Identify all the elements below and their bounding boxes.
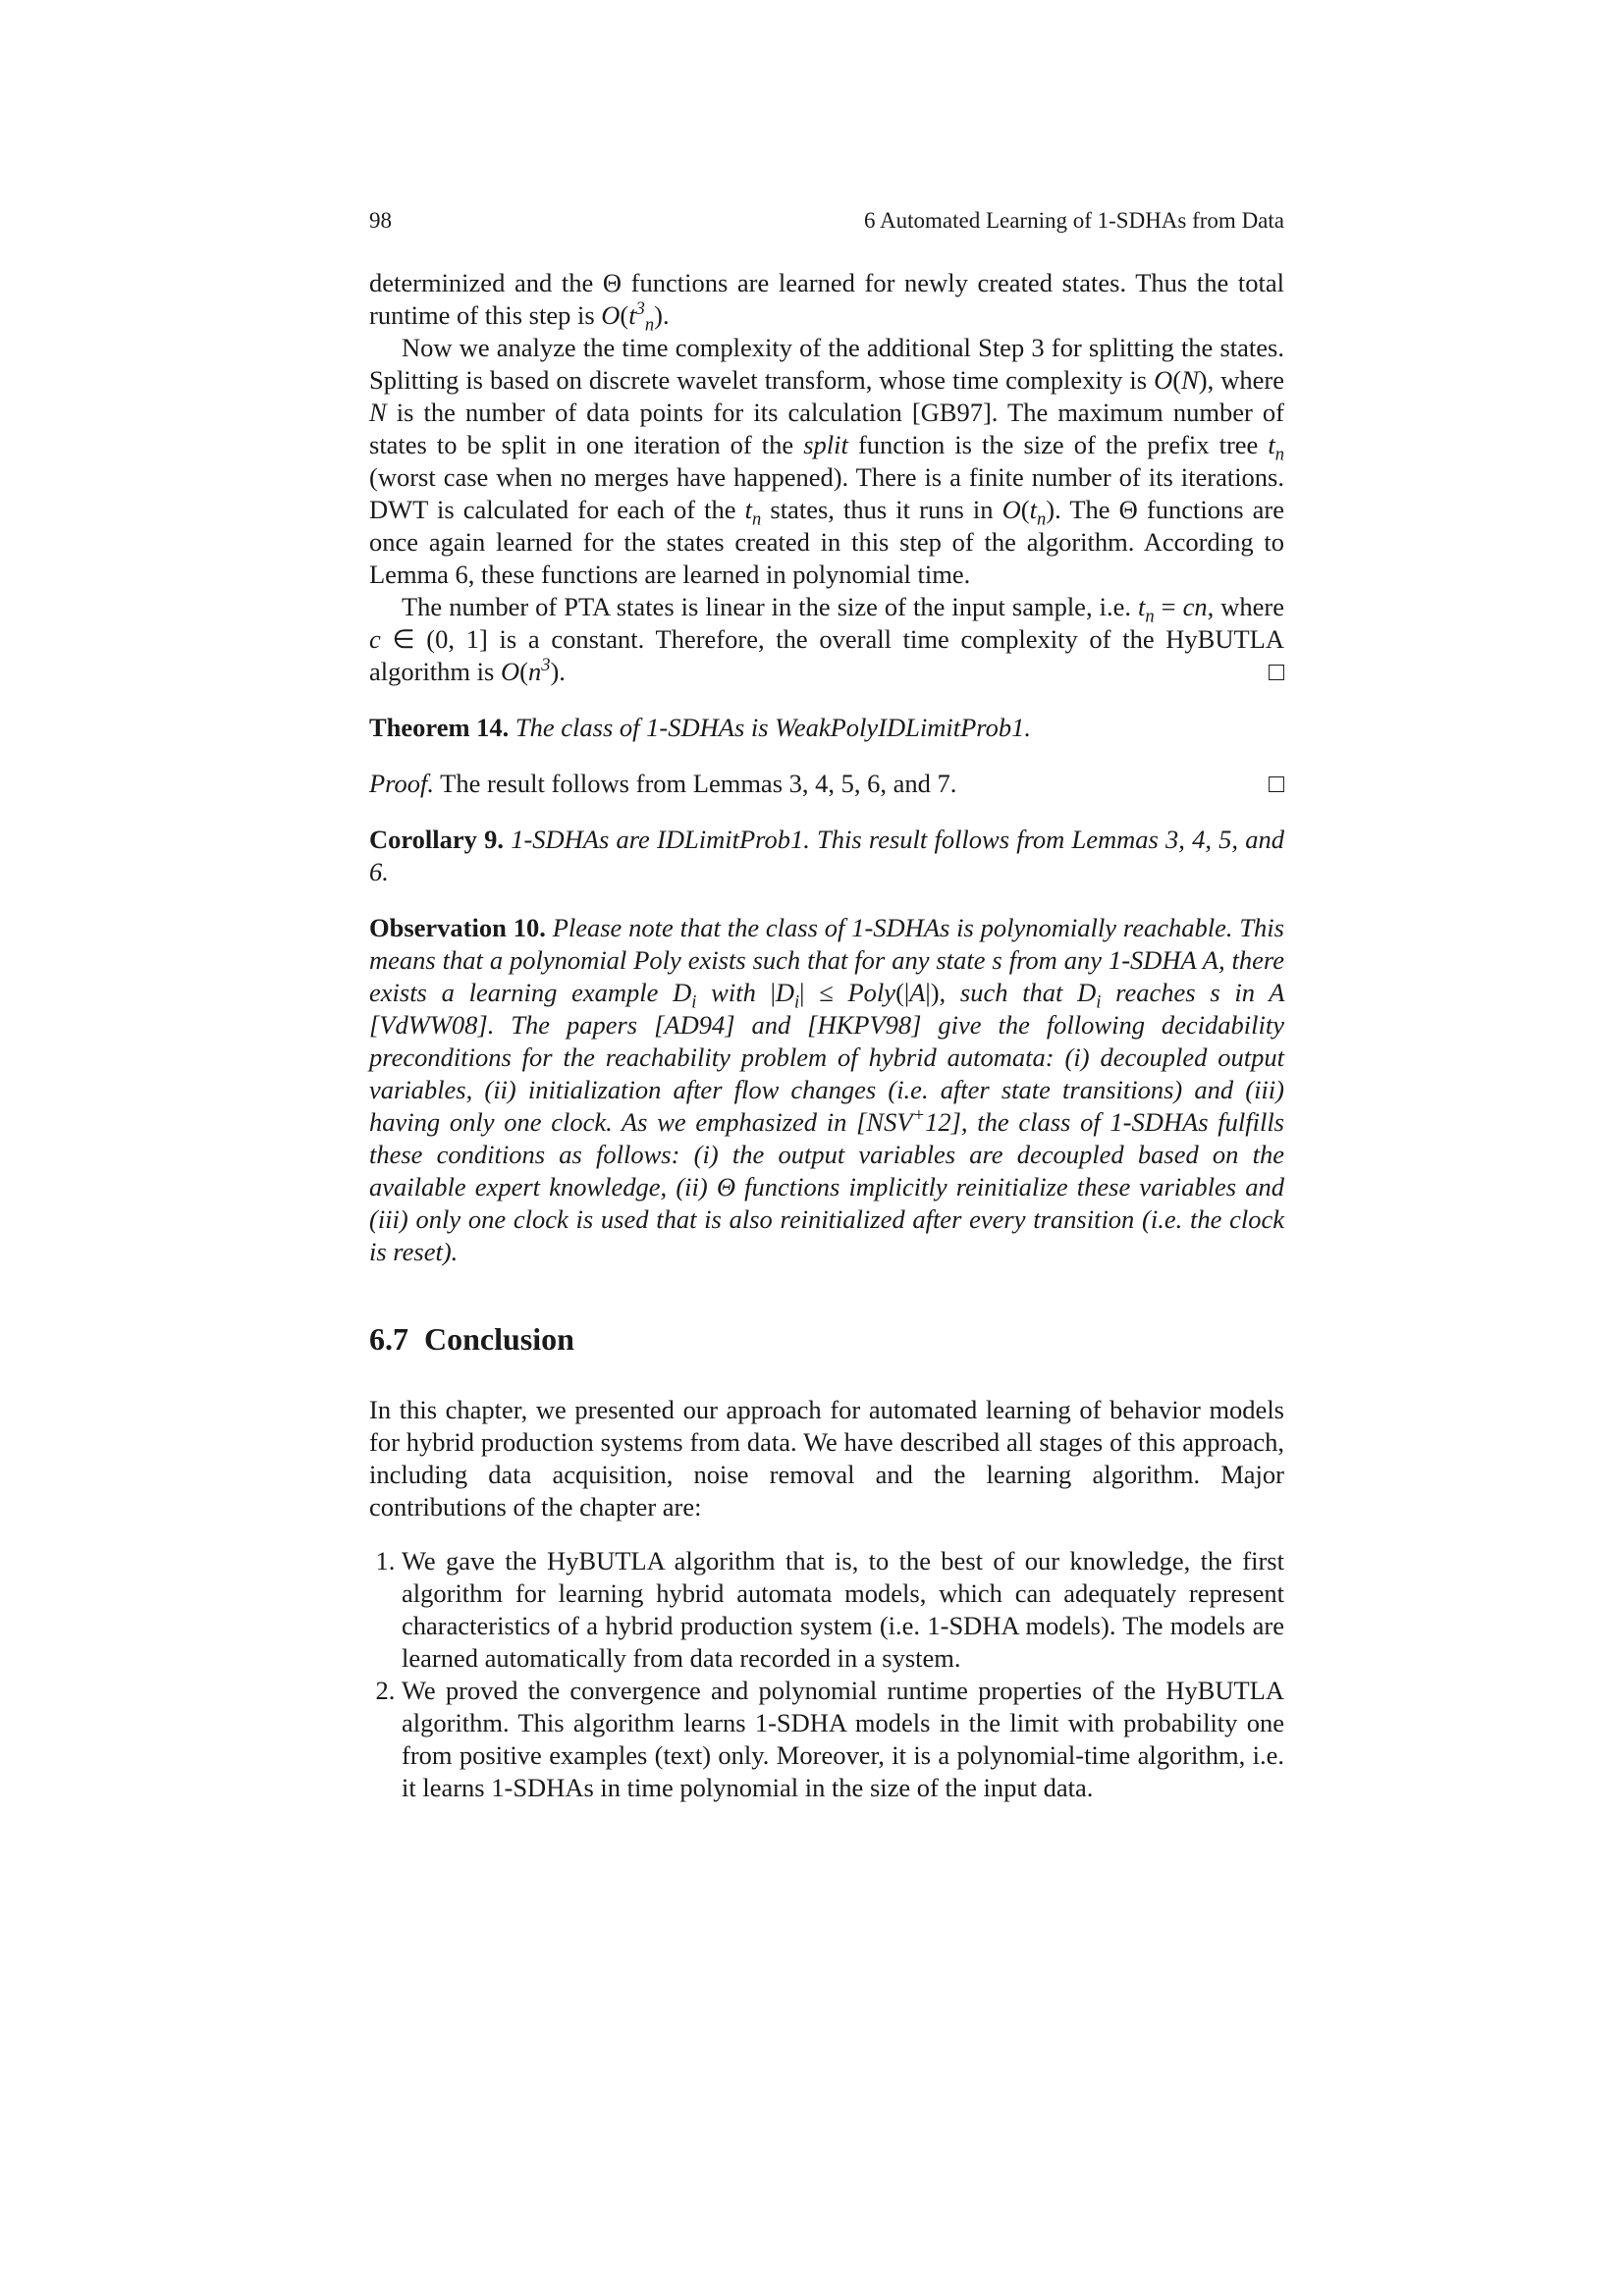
theorem-14	[369, 712, 1284, 744]
contributions-list	[369, 1545, 1284, 1804]
conclusion-intro: In this chapter, we presented our approach for automated learning of behavior models for hybrid production systems from data. We have described all stages of this approach, including data acquisition, noise removal and the learning algorithm. Major contributions of the chapter are:	[369, 1395, 1284, 1522]
proof-text: The result follows from Lemmas 3, 4, 5, 6, and 7.	[440, 769, 957, 798]
running-title: 6 Automated Learning of 1-SDHAs from Data	[864, 208, 1284, 233]
math-O-n-cubed: $O(n^3)$	[500, 655, 560, 686]
math-N: N	[369, 398, 387, 427]
theorem-text: The class of 1-SDHAs is WeakPolyIDLimitProb1.	[514, 713, 1031, 742]
running-header	[369, 206, 1284, 236]
theorem-label: Theorem 14.	[369, 713, 510, 742]
proof	[369, 768, 1284, 800]
qed-symbol: □	[1268, 769, 1284, 798]
page-number: 98	[369, 208, 392, 233]
body-text	[369, 267, 1284, 1804]
math-O-t-n: $O(t_n)$	[1001, 495, 1056, 530]
observation-10: Observation 10. Please note that the class of 1-SDHAs is polynomially reachable. This means that a polynomial Poly exists such that for any state s from any 1-SDHA A, there exists a learning example $D_i$ with $|D_i|$ ≤ Poly(|A|), such that $D_i$ reaches s in A [VdWW08]. The papers [AD94] and [HKPV98] give the following decidability preconditions for the reachability problem of hybrid automata: (i) decoupled output variables, (ii) initialization after flow changes (i.e. after state transitions) and (iii) having only one clock. As we emphasized in [NSV+12], the class of 1-SDHAs fulfills these conditions as follows: (i) the output variables are decoupled based on the available expert knowledge, (ii) Θ functions implicitly reinitialize these variables and (iii) only one clock is used that is also reinitialized after every transition (i.e. the clock is reset).	[369, 913, 1285, 1266]
corollary-9	[369, 824, 1284, 888]
math-O-t-cubed: $O(t^3_n)$	[601, 298, 663, 336]
math-O-N: O(N)	[1154, 365, 1208, 395]
math-tn-eq-cn: $t_n$ = cn	[1137, 592, 1208, 627]
qed-symbol: □	[1268, 657, 1284, 686]
math-c-in-interval: c ∈ (0, 1]	[369, 624, 488, 654]
corollary-text: 1-SDHAs are IDLimitProb1. This result follows from Lemmas 3, 4, 5, and 6.	[369, 825, 1284, 886]
proof-label: Proof.	[369, 769, 435, 798]
page	[369, 206, 1284, 1804]
corollary-label: Corollary 9.	[369, 825, 504, 854]
list-item: 2. We proved the convergence and polynomial runtime properties of the HyBUTLA algorithm. This algorithm learns 1-SDHA models in the limit with probability one from positive examples (text) only. Moreover, it is a polynomial-time algorithm, i.e. it learns 1-SDHAs in time polynomial in the size of the input data.	[402, 1675, 1284, 1804]
split-emphasis: split	[803, 430, 848, 459]
math-t-n: $t_n$	[1268, 430, 1284, 465]
paragraph-splitting-complexity: Now we analyze the time complexity of the additional Step 3 for splitting the states. Splitting is based on discrete wavelet transform, whose time complexity is O(N), where N is the number of data points for its calculation [GB97]. The maximum number of states to be split in one iteration of the split function is the size of the prefix tree $t_n$ (worst case when no merges have happened). There is a finite number of its iterations. DWT is calculated for each of the $t_n$ states, thus it runs in $O(t_n)$. The Θ functions are once again learned for the states created in this step of the algorithm. According to Lemma 6, these functions are learned in polynomial time.	[369, 333, 1284, 589]
section-heading: 6.7 Conclusion	[369, 1321, 574, 1357]
paragraph-overall-complexity: The number of PTA states is linear in the size of the input sample, i.e. $t_n$ = cn, where c ∈ (0, 1] is a constant. Therefore, the overall time complexity of the HyBUTLA algorithm is $O(n^3)$. □	[369, 592, 1285, 686]
math-t-n: $t_n$	[744, 495, 762, 530]
paragraph-runtime-step: determinized and the Θ functions are learned for newly created states. Thus the total runtime of this step is $O(t^3_n)$.	[369, 268, 1284, 336]
list-item: 1. We gave the HyBUTLA algorithm that is, to the best of our knowledge, the first algorithm for learning hybrid automata models, which can adequately represent characteristics of a hybrid production system (i.e. 1-SDHA models). The models are learned automatically from data recorded in a system.	[402, 1545, 1284, 1675]
observation-label: Observation 10.	[369, 913, 546, 942]
